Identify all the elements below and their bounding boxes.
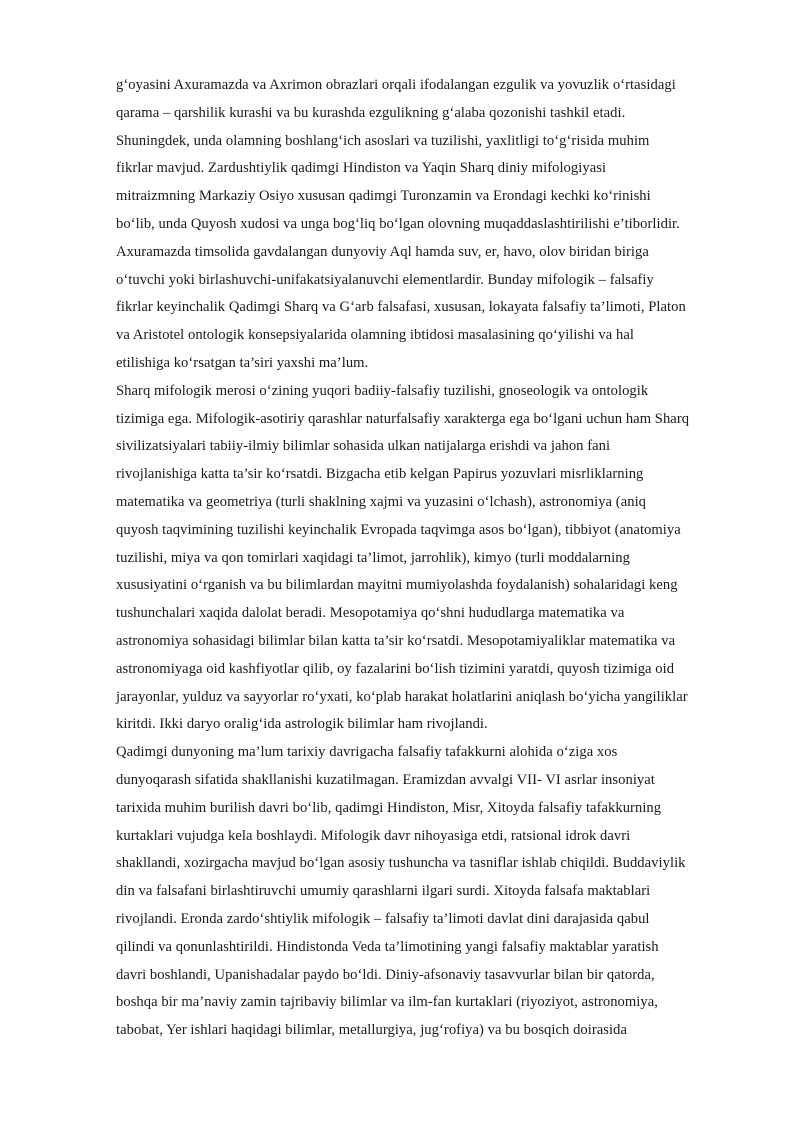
text-line: fikrlar keyinchalik Qadimgi Sharq va G‘arb falsafasi, xususan, lokayata falsafiy ta’limoti, Platon — [116, 299, 686, 316]
text-line: kiritdi. Ikki daryo oralig‘ida astrologik bilimlar ham rivojlandi. — [116, 716, 488, 733]
text-line: tuzilishi, miya va qon tomirlari xaqidagi ta’limot, jarrohlik), kimyo (turli moddalarning — [116, 549, 630, 566]
document-body — [116, 72, 744, 1045]
paragraph — [116, 378, 744, 739]
text-line: mitraizmning Markaziy Osiyo xususan qadimgi Turonzamin va Erondagi kechki ko‘rinishi — [116, 188, 651, 205]
text-line: sivilizatsiyalari tabiiy-ilmiy bilimlar sohasida ulkan natijalarga erishdi va jahon fani — [116, 438, 611, 455]
text-line: tarixida muhim burilish davri bo‘lib, qadimgi Hindiston, Misr, Xitoyda falsafiy tafakkurning — [116, 799, 662, 816]
paragraph — [116, 739, 744, 1045]
text-line: bo‘lib, unda Quyosh xudosi va unga bog‘liq bo‘lgan olovning muqaddaslashtirilishi e’tiborlidir. — [116, 215, 680, 232]
text-line: tushunchalari xaqida dalolat beradi. Mesopotamiya qo‘shni hududlarga matematika va — [116, 605, 625, 622]
text-line: fikrlar mavjud. Zardushtiylik qadimgi Hindiston va Yaqin Sharq diniy mifologiyasi — [116, 160, 607, 177]
text-line: etilishiga ko‘rsatgan ta’siri yaxshi ma’lum. — [116, 354, 369, 371]
text-line: qarama – qarshilik kurashi va bu kurashda ezgulikning g‘alaba qozonishi tashkil etadi. — [116, 104, 626, 121]
text-line: astronomiya sohasidagi bilimlar bilan katta ta’sir ko‘rsatdi. Mesopotamiyaliklar matematika va — [116, 632, 676, 649]
text-line: qilindi va qonunlashtirildi. Hindistonda Veda ta’limotining yangi falsafiy maktablar yaratish — [116, 938, 659, 955]
text-line: dunyoqarash sifatida shakllanishi kuzatilmagan. Eramizdan avvalgi VII- VI asrlar insoniyat — [116, 771, 655, 788]
text-line: kurtaklari vujudga kela boshlaydi. Mifologik davr nihoyasiga etdi, ratsional idrok davri — [116, 827, 631, 844]
text-line: xususiyatini o‘rganish va bu bilimlardan mayitni mumiyolashda foydalanish) sohalaridagi keng — [116, 577, 678, 594]
text-line: davri boshlandi, Upanishadalar paydo bo‘ldi. Diniy-afsonaviy tasavvurlar bilan bir qatorda, — [116, 966, 655, 983]
text-line: g‘oyasini Axuramazda va Axrimon obrazlari orqali ifodalangan ezgulik va yovuzlik o‘rtasidagi — [116, 77, 676, 93]
text-line: Qadimgi dunyoning ma’lum tarixiy davrigacha falsafiy tafakkurni alohida o‘ziga xos — [116, 744, 618, 761]
text-line: astronomiyaga oid kashfiyotlar qilib, oy fazalarini bo‘lish tizimini yaratdi, quyosh tizimiga oid — [116, 660, 675, 677]
text-line: rivojlandi. Eronda zardo‘shtiylik mifologik – falsafiy ta’limoti davlat dini darajasida qabul — [116, 910, 650, 927]
text-line: quyosh taqvimining tuzilishi keyinchalik Evropada taqvimga asos bo‘lgan), tibbiyot (anatomiya — [116, 521, 681, 538]
text-line: rivojlanishiga katta ta’sir ko‘rsatdi. Bizgacha etib kelgan Papirus yozuvlari misrliklarning — [116, 466, 644, 483]
text-line: tabobat, Yer ishlari haqidagi bilimlar, metallurgiya, jug‘rofiya) va bu bosqich doirasida — [116, 1022, 628, 1039]
text-line: Axuramazda timsolida gavdalangan dunyoviy Aql hamda suv, er, havo, olov biridan biriga — [116, 243, 649, 260]
paragraph — [116, 72, 744, 378]
text-line: din va falsafani birlashtiruvchi umumiy qarashlarni ilgari surdi. Xitoyda falsafa maktablari — [116, 883, 651, 900]
text-line: va Aristotel ontologik konsepsiyalarida olamning ibtidosi masalasining qo‘yilishi va hal — [116, 327, 634, 344]
text-line: boshqa bir ma’naviy zamin tajribaviy bilimlar va ilm-fan kurtaklari (riyoziyot, astronomiya, — [116, 994, 658, 1011]
text-line: Shuningdek, unda olamning boshlang‘ich asoslari va tuzilishi, yaxlitligi to‘g‘risida muhim — [116, 132, 650, 149]
text-line: tizimiga ega. Mifologik-asotiriy qarashlar naturfalsafiy xarakterga ega bo‘lgani uchun ham Sharq — [116, 410, 690, 427]
text-line: matematika va geometriya (turli shaklning xajmi va yuzasini o‘lchash), astronomiya (aniq — [116, 493, 647, 510]
text-line: Sharq mifologik merosi o‘zining yuqori badiiy-falsafiy tuzilishi, gnoseologik va ontologik — [116, 382, 649, 399]
text-line: jarayonlar, yulduz va sayyorlar ro‘yxati, ko‘plab harakat holatlarini aniqlash bo‘yicha yangiliklar — [116, 688, 688, 705]
text-line: o‘tuvchi yoki birlashuvchi-unifakatsiyalanuvchi elementlardir. Bunday mifologik – falsafiy — [116, 271, 654, 288]
text-line: shakllandi, xozirgacha mavjud bo‘lgan asosiy tushuncha va tasniflar ishlab chiqildi. Buddaviylik — [116, 855, 686, 872]
